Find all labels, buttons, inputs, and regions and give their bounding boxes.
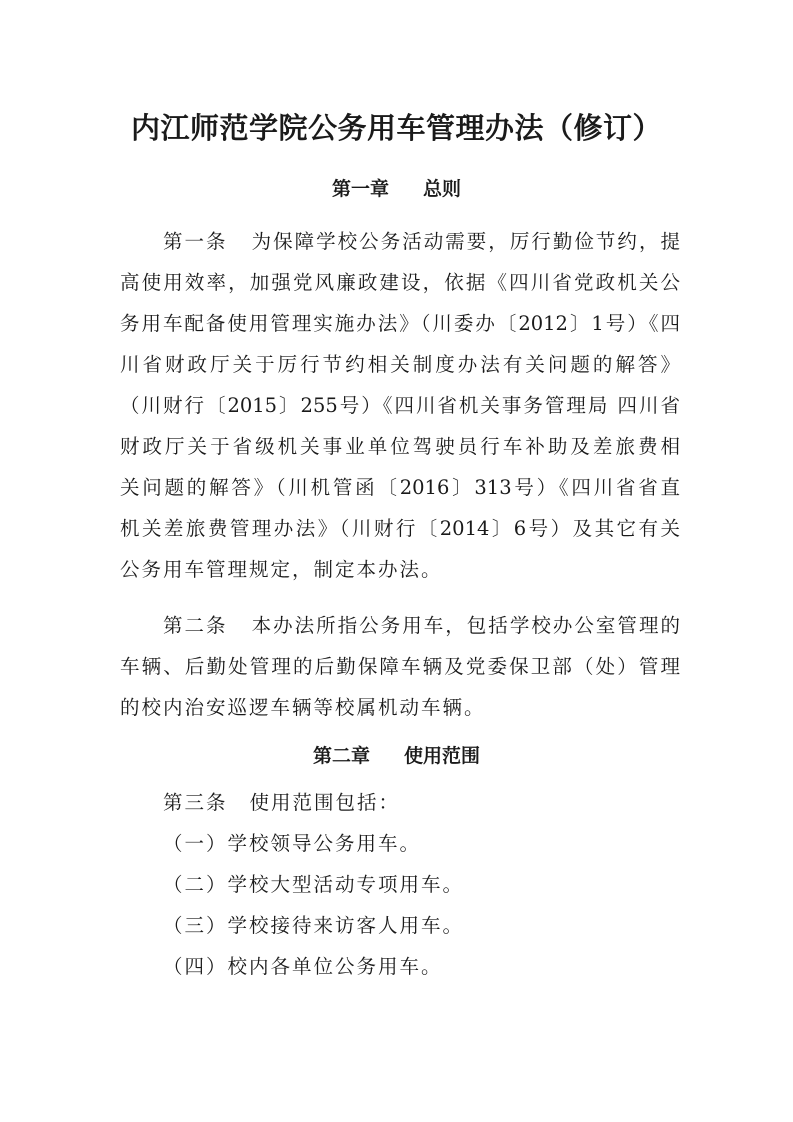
article-1-line-5: （川财行〔2015〕255号）《四川省机关事务管理局 四川省	[120, 394, 680, 417]
chapter-2-heading	[0, 741, 793, 771]
chapter-2-name: 使用范围	[404, 745, 481, 767]
article-1-line-2: 高使用效率，加强党风廉政建设，依据《四川省党政机关公	[120, 271, 680, 294]
article-1-line-3: 务用车配备使用管理实施办法》（川委办〔2012〕1号）《四	[120, 312, 680, 335]
article-3-item-3: （三）学校接待来访客人用车。	[163, 914, 465, 937]
article-3-item-1: （一）学校领导公务用车。	[163, 832, 422, 855]
chapter-2-number: 第二章	[312, 745, 370, 767]
article-3-item-4: （四）校内各单位公务用车。	[163, 955, 443, 978]
article-1-line-8: 机关差旅费管理办法》（川财行〔2014〕6号）及其它有关	[120, 517, 680, 540]
article-2-label: 第二条	[163, 614, 228, 637]
article-2-line-1: 第二条 本办法所指公务用车，包括学校办公室管理的	[163, 614, 680, 637]
article-1-label: 第一条	[163, 230, 228, 253]
chapter-1-heading	[0, 174, 793, 204]
chapter-1-name: 总则	[423, 178, 462, 200]
article-2-line-2: 车辆、后勤处管理的后勤保障车辆及党委保卫部（处）管理	[120, 655, 680, 678]
article-1-line-4: 川省财政厅关于厉行节约相关制度办法有关问题的解答》	[120, 353, 680, 376]
document-title: 内江师范学院公务用车管理办法（修订）	[130, 111, 662, 145]
chapter-1-number: 第一章	[331, 178, 389, 200]
article-1-line-9: 公务用车管理规定，制定本办法。	[120, 558, 443, 581]
article-3-line-1: 第三条 使用范围包括：	[163, 791, 401, 814]
article-1-line-6: 财政厅关于省级机关事业单位驾驶员行车补助及差旅费相	[120, 435, 680, 458]
article-1-line-1: 第一条 为保障学校公务活动需要，厉行勤俭节约，提	[163, 230, 680, 253]
article-3-label: 第三条	[163, 791, 228, 814]
article-1-line-7: 关问题的解答》（川机管函〔2016〕313号）《四川省省直	[120, 476, 680, 499]
article-2-line-3: 的校内治安巡逻车辆等校属机动车辆。	[120, 696, 486, 719]
article-3-item-2: （二）学校大型活动专项用车。	[163, 873, 465, 896]
